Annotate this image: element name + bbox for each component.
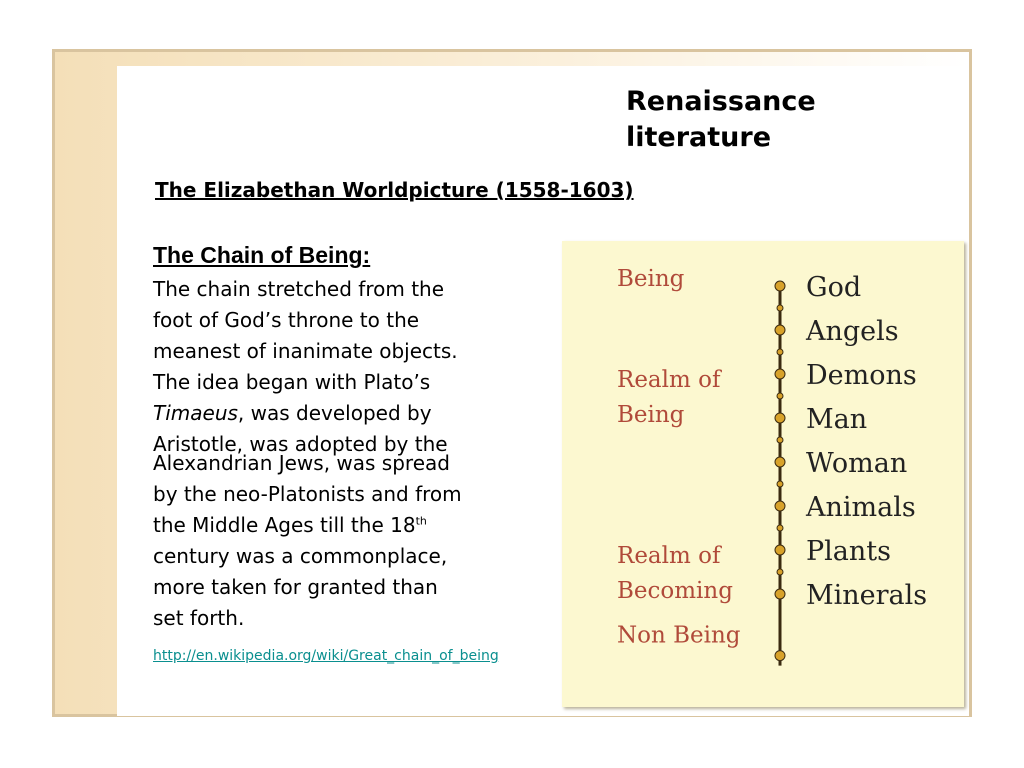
chain-item-label: Minerals xyxy=(806,580,928,611)
body-line: Aristotle, was adopted by the xyxy=(153,432,448,456)
body-line xyxy=(153,398,462,429)
chain-bead-small xyxy=(777,569,783,575)
chain-bead xyxy=(775,651,785,661)
chain-bead xyxy=(775,413,785,423)
chain-of-being-diagram xyxy=(562,241,964,707)
slide-title xyxy=(626,84,816,156)
title-line-2: literature xyxy=(626,122,772,153)
realm-label: Realm of xyxy=(617,367,721,394)
chain-bead-small xyxy=(777,481,783,487)
realm-label: Realm of xyxy=(617,543,721,570)
body-line: The idea began with Plato’s xyxy=(153,370,431,394)
slide-subtitle: The Elizabethan Worldpicture (1558-1603) xyxy=(155,178,634,202)
chain-bead xyxy=(775,457,785,467)
chain-bead-small xyxy=(777,349,783,355)
chain-bead xyxy=(775,325,785,335)
chain-bead xyxy=(775,281,785,291)
body-line xyxy=(153,510,462,541)
chain-diagram-svg xyxy=(562,241,964,707)
chain-item-label: God xyxy=(806,272,862,303)
chain-item-label: Demons xyxy=(806,360,917,391)
realm-label: Becoming xyxy=(617,578,733,605)
body-line-pre: the Middle Ages till the 18 xyxy=(153,513,416,537)
realm-label: Being xyxy=(617,402,685,429)
chain-bead-small xyxy=(777,305,783,311)
chain-item-label: Woman xyxy=(806,448,908,479)
chain-bead-small xyxy=(777,437,783,443)
chain-bead xyxy=(775,589,785,599)
body-line: set forth. xyxy=(153,606,245,630)
body-line: foot of God’s throne to the xyxy=(153,308,420,332)
chain-bead-small xyxy=(777,393,783,399)
chain-item-label: Angels xyxy=(806,316,899,347)
body-paragraph xyxy=(153,274,462,634)
body-line: more taken for granted than xyxy=(153,575,438,599)
chain-item-label: Plants xyxy=(806,536,891,567)
body-line: century was a commonplace, xyxy=(153,544,448,568)
chain-bead xyxy=(775,501,785,511)
chain-item-label: Animals xyxy=(806,492,916,523)
body-line: Alexandrian Jews, was spread xyxy=(153,451,450,475)
body-line: by the neo-Platonists and from xyxy=(153,482,462,506)
body-line: meanest of inanimate objects. xyxy=(153,339,458,363)
timaeus-italic: Timaeus xyxy=(153,401,238,425)
section-heading: The Chain of Being: xyxy=(153,242,371,268)
chain-bead xyxy=(775,545,785,555)
superscript-th: th xyxy=(415,514,427,528)
chain-bead xyxy=(775,369,785,379)
chain-bead-small xyxy=(777,525,783,531)
realm-label: Being xyxy=(617,266,685,292)
title-line-1: Renaissance xyxy=(626,86,816,117)
body-line: The chain stretched from the xyxy=(153,277,445,301)
wikipedia-link[interactable]: http://en.wikipedia.org/wiki/Great_chain_of_being xyxy=(153,648,499,664)
realm-label: Non Being xyxy=(617,622,741,649)
chain-item-label: Man xyxy=(806,404,868,435)
body-line-rest: , was developed by xyxy=(237,401,432,425)
